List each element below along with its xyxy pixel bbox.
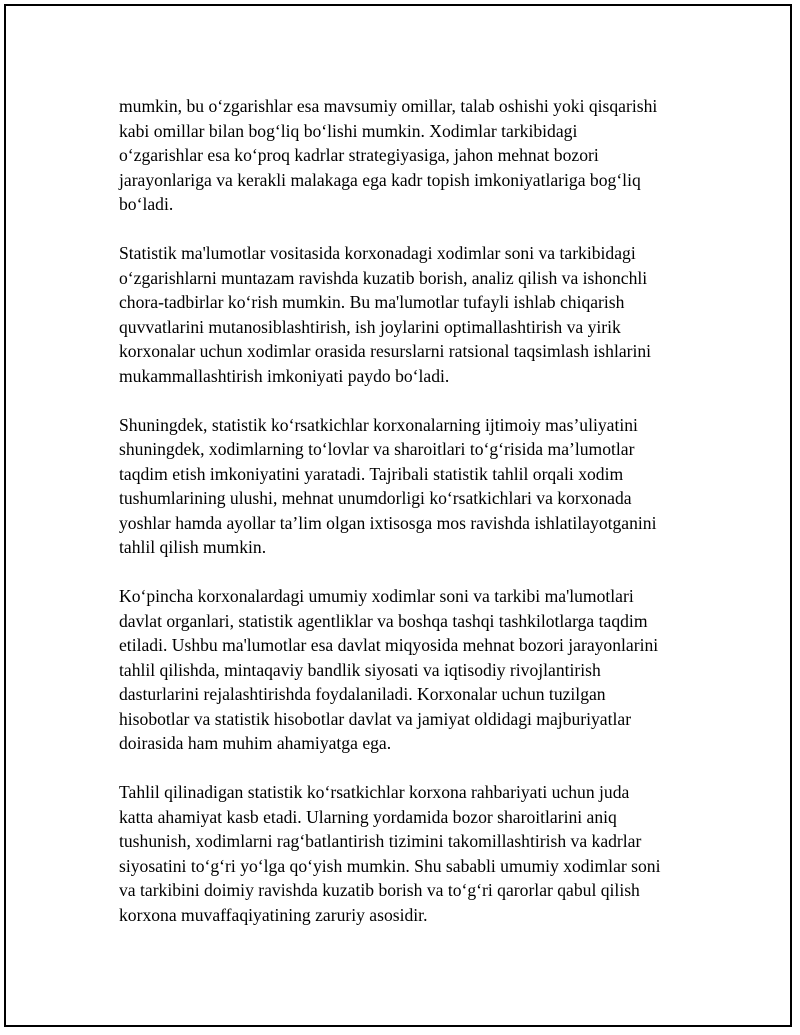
document-body: [119, 94, 719, 952]
paragraph: Ko‘pincha korxonalardagi umumiy xodimlar soni va tarkibi ma'lumotlari davlat organlari, statistik agentliklar va boshqa tashqi tashkilotlarga taqdim etiladi. Ushbu ma'lumotlar esa davlat miqyosida mehnat bozori jarayonlarini tahlil qilishda, mintaqaviy bandlik siyosati va iqtisodiy rivojlantirish dasturlarini rejalashtirishda foydalaniladi. Korxonalar uchun tuzilgan hisobotlar va statistik hisobotlar davlat va jamiyat oldidagi majburiyatlar doirasida ham muhim ahamiyatga ega.: [119, 586, 659, 753]
paragraph: Statistik ma'lumotlar vositasida korxonadagi xodimlar soni va tarkibidagi o‘zgarishlarni muntazam ravishda kuzatib borish, analiz qilish va ishonchli chora-tadbirlar ko‘rish mumkin. Bu ma'lumotlar tufayli ishlab chiqarish quvvatlarini mutanosiblashtirish, ish joylarini optimallashtirish va yirik korxonalar uchun xodimlar orasida resurslarni ratsional taqsimlash ishlarini mukammallashtirish imkoniyati paydo bo‘ladi.: [119, 243, 652, 386]
paragraph: mumkin, bu o‘zgarishlar esa mavsumiy omillar, talab oshishi yoki qisqarishi kabi omillar bilan bog‘liq bo‘lishi mumkin. Xodimlar tarkibidagi o‘zgarishlar esa ko‘proq kadrlar strategiyasiga, jahon mehnat bozori jarayonlariga va kerakli malakaga ega kadr topish imkoniyatlariga bog‘liq bo‘ladi.: [119, 96, 658, 214]
paragraph: Tahlil qilinadigan statistik ko‘rsatkichlar korxona rahbariyati uchun juda katta ahamiyat kasb etadi. Ularning yordamida bozor sharoitlarini aniq tushunish, xodimlarni rag‘batlantirish tizimini takomillashtirish va kadrlar siyosatini to‘g‘ri yo‘lga qo‘yish mumkin. Shu sababli umumiy xodimlar soni va tarkibini doimiy ravishda kuzatib borish va to‘g‘ri qarorlar qabul qilish korxona muvaffaqiyatining zaruriy asosidir.: [119, 782, 661, 925]
document-page: [4, 4, 792, 1027]
paragraph: Shuningdek, statistik ko‘rsatkichlar korxonalarning ijtimoiy mas’uliyatini shuningdek, xodimlarning to‘lovlar va sharoitlari to‘g‘risida ma’lumotlar taqdim etish imkoniyatini yaratadi. Tajribali statistik tahlil orqali xodim tushumlarining ulushi, mehnat unumdorligi ko‘rsatkichlari va korxonada yoshlar hamda ayollar ta’lim olgan ixtisosga mos ravishda ishlatilayotganini tahlil qilish mumkin.: [119, 414, 657, 557]
